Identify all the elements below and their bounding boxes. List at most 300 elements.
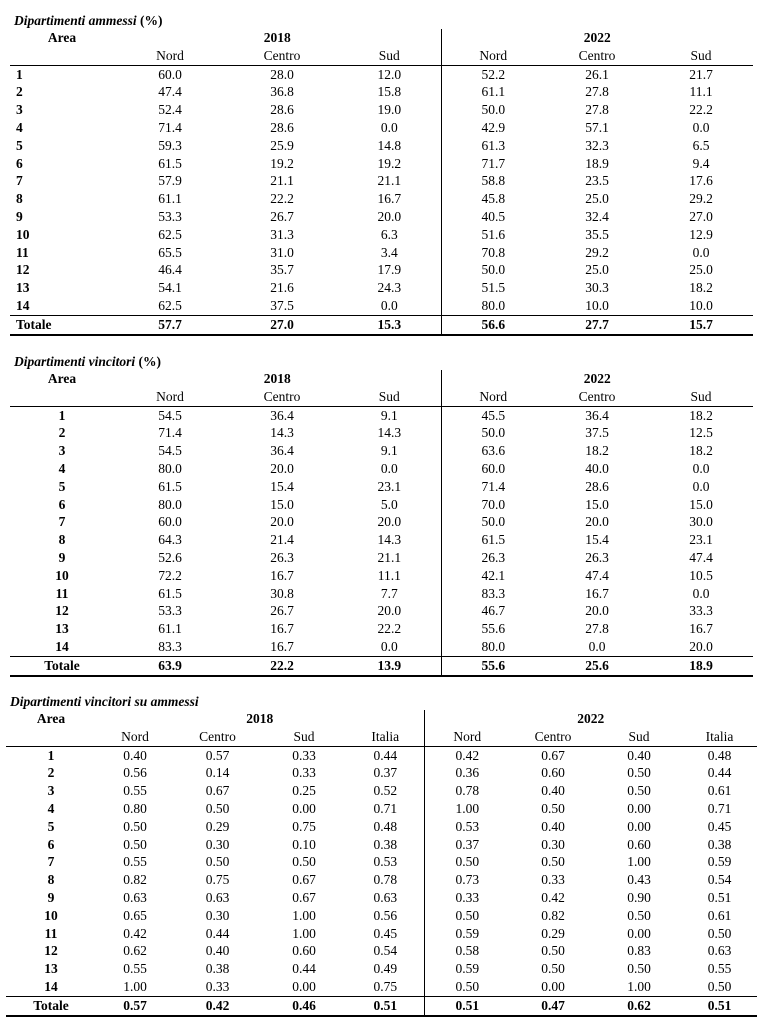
value-cell: 22.2 — [226, 656, 338, 675]
value-cell: 0.83 — [627, 943, 651, 959]
year-header-b: 2022 — [583, 371, 611, 386]
value-cell: 31.0 — [270, 244, 294, 260]
table-row — [10, 513, 753, 531]
value-cell: 0.25 — [292, 783, 316, 799]
value-cell: 26.3 — [585, 549, 609, 565]
value-cell: 0.42 — [123, 925, 147, 941]
total-row — [10, 656, 753, 675]
value-cell: 0.0 — [692, 585, 710, 601]
value-cell: 0.33 — [292, 765, 316, 781]
title-text: Dipartimenti ammessi — [14, 13, 137, 28]
value-cell: 0.78 — [347, 871, 424, 889]
value-cell: 30.8 — [270, 585, 294, 601]
value-cell: 62.5 — [158, 226, 182, 242]
column-header: Centro — [545, 47, 649, 65]
value-cell: 0.63 — [707, 943, 732, 959]
value-cell: 17.6 — [689, 173, 713, 189]
area-cell: 1 — [58, 407, 66, 423]
value-cell: 29.2 — [689, 191, 713, 207]
value-cell: 16.7 — [689, 621, 713, 637]
value-cell: 0.50 — [627, 961, 651, 977]
value-cell: 54.1 — [158, 280, 182, 296]
value-cell: 24.3 — [338, 279, 441, 297]
table-row — [6, 889, 757, 907]
title-text: Dipartimenti vincitori — [14, 354, 136, 369]
value-cell: 18.9 — [585, 155, 609, 171]
value-cell: 35.7 — [270, 262, 294, 278]
year-header-a: 2018 — [114, 370, 441, 388]
year-header-b: 2022 — [577, 711, 605, 726]
value-cell: 0.0 — [692, 460, 710, 476]
year-header-b: 2022 — [583, 30, 611, 45]
value-cell: 15.4 — [585, 532, 609, 548]
area-cell: 5 — [16, 137, 23, 153]
value-cell: 52.4 — [158, 102, 182, 118]
value-cell: 12.0 — [338, 65, 441, 83]
value-cell: 57.9 — [158, 173, 182, 189]
title-suffix: (%) — [138, 354, 162, 369]
area-cell: 4 — [16, 119, 23, 135]
value-cell: 0.50 — [292, 854, 316, 870]
table-row — [6, 871, 757, 889]
value-cell: 0.10 — [292, 836, 316, 852]
value-cell: 14.3 — [338, 531, 441, 549]
value-cell: 0.48 — [707, 747, 732, 763]
value-cell: 60.0 — [158, 66, 182, 82]
value-cell: 0.00 — [627, 925, 651, 941]
value-cell: 0.50 — [205, 854, 230, 870]
value-cell: 0.38 — [707, 836, 732, 852]
area-cell: 9 — [16, 208, 23, 224]
area-cell: 12 — [55, 603, 69, 619]
value-cell: 61.5 — [158, 155, 182, 171]
value-cell: 0.55 — [123, 854, 147, 870]
table-row — [10, 442, 753, 460]
value-cell: 71.7 — [481, 155, 506, 171]
value-cell: 83.3 — [481, 585, 506, 601]
value-cell: 0.33 — [541, 872, 565, 888]
value-cell: 0.73 — [455, 872, 480, 888]
value-cell: 0.55 — [123, 961, 147, 977]
value-cell: 16.7 — [338, 190, 441, 208]
value-cell: 80.0 — [481, 297, 506, 313]
value-cell: 0.50 — [123, 818, 147, 834]
value-cell: 14.3 — [270, 425, 294, 441]
table-row — [6, 800, 757, 818]
value-cell: 0.50 — [707, 925, 732, 941]
value-cell: 0.57 — [205, 747, 230, 763]
column-header: Sud — [649, 388, 753, 406]
area-cell: 8 — [47, 872, 55, 888]
value-cell: 46.7 — [481, 603, 506, 619]
value-cell: 10.5 — [689, 567, 713, 583]
value-cell: 0.0 — [692, 119, 710, 135]
value-cell: 61.5 — [481, 532, 506, 548]
value-cell: 27.8 — [585, 102, 609, 118]
value-cell: 26.3 — [270, 549, 294, 565]
value-cell: 0.49 — [347, 960, 424, 978]
area-cell: 3 — [16, 102, 23, 118]
area-cell: 9 — [58, 549, 66, 565]
value-cell: 20.0 — [270, 460, 294, 476]
column-header: Nord — [96, 728, 174, 746]
value-cell: 0.42 — [455, 747, 480, 763]
column-header: Sud — [596, 728, 682, 746]
value-cell: 0.45 — [347, 925, 424, 943]
area-cell: 5 — [47, 818, 55, 834]
value-cell: 0.51 — [707, 889, 732, 905]
value-cell: 22.2 — [338, 620, 441, 638]
value-cell: 0.82 — [541, 907, 565, 923]
table-row — [6, 764, 757, 782]
table-row — [6, 942, 757, 960]
value-cell: 0.44 — [292, 961, 316, 977]
area-subheader — [10, 388, 114, 406]
area-header: Area — [47, 30, 77, 45]
value-cell: 0.51 — [682, 996, 757, 1015]
area-cell: 10 — [44, 907, 58, 923]
value-cell: 63.9 — [114, 656, 226, 675]
column-header: Sud — [261, 728, 347, 746]
value-cell: 61.1 — [481, 84, 506, 100]
value-cell: 0.45 — [707, 818, 732, 834]
value-cell: 47.4 — [689, 549, 713, 565]
value-cell: 80.0 — [158, 496, 182, 512]
table-row — [10, 101, 753, 119]
value-cell: 0.51 — [347, 996, 424, 1015]
value-cell: 0.50 — [123, 836, 147, 852]
header-row — [10, 370, 753, 388]
value-cell: 0.71 — [347, 800, 424, 818]
value-cell: 0.53 — [347, 853, 424, 871]
value-cell: 64.3 — [158, 532, 182, 548]
table-row — [10, 620, 753, 638]
value-cell: 0.75 — [205, 872, 230, 888]
value-cell: 18.2 — [689, 443, 713, 459]
value-cell: 0.50 — [627, 765, 651, 781]
value-cell: 0.37 — [455, 836, 480, 852]
area-cell: 2 — [58, 425, 66, 441]
value-cell: 1.00 — [123, 978, 147, 994]
area-cell: 4 — [47, 800, 55, 816]
table-row — [10, 208, 753, 226]
value-cell: 0.40 — [541, 783, 565, 799]
area-cell: 8 — [16, 191, 23, 207]
value-cell: 27.7 — [545, 315, 649, 334]
value-cell: 0.0 — [338, 460, 441, 478]
area-cell: 11 — [16, 244, 29, 260]
area-cell: 6 — [58, 496, 66, 512]
value-cell: 10.0 — [585, 297, 609, 313]
value-cell: 55.6 — [481, 621, 506, 637]
year-header-a: 2018 — [114, 29, 441, 47]
value-cell: 0.50 — [541, 854, 565, 870]
value-cell: 0.33 — [292, 747, 316, 763]
table-row — [10, 549, 753, 567]
area-cell: 10 — [16, 226, 30, 242]
value-cell: 36.8 — [270, 84, 294, 100]
area-subheader — [6, 728, 96, 746]
value-cell: 0.53 — [455, 818, 480, 834]
value-cell: 21.1 — [270, 173, 294, 189]
area-cell: 10 — [55, 567, 69, 583]
value-cell: 0.33 — [455, 889, 480, 905]
value-cell: 50.0 — [481, 514, 506, 530]
value-cell: 71.4 — [158, 425, 182, 441]
column-header: Sud — [338, 388, 441, 406]
area-cell: 7 — [16, 173, 23, 189]
value-cell: 80.0 — [481, 638, 506, 654]
table-title — [0, 13, 753, 29]
value-cell: 0.65 — [123, 907, 147, 923]
value-cell: 1.00 — [627, 854, 651, 870]
value-cell: 16.7 — [270, 621, 294, 637]
value-cell: 62.5 — [158, 297, 182, 313]
table-row — [10, 137, 753, 155]
value-cell: 31.3 — [270, 226, 294, 242]
value-cell: 0.36 — [455, 765, 480, 781]
value-cell: 9.4 — [692, 155, 710, 171]
value-cell: 0.60 — [627, 836, 651, 852]
value-cell: 1.00 — [292, 907, 316, 923]
table-row — [10, 531, 753, 549]
value-cell: 0.59 — [455, 961, 480, 977]
area-cell: 12 — [44, 943, 58, 959]
value-cell: 28.6 — [270, 119, 294, 135]
year-header-a: 2018 — [96, 710, 424, 728]
value-cell: 53.3 — [158, 603, 182, 619]
value-cell: 33.3 — [689, 603, 713, 619]
value-cell: 25.9 — [270, 137, 294, 153]
value-cell: 0.62 — [123, 943, 147, 959]
title-text: Dipartimenti vincitori su ammessi — [10, 694, 199, 709]
value-cell: 15.4 — [270, 478, 294, 494]
value-cell: 0.90 — [627, 889, 651, 905]
table-row — [10, 119, 753, 137]
value-cell: 0.51 — [424, 996, 510, 1015]
value-cell: 50.0 — [481, 102, 506, 118]
value-cell: 0.50 — [541, 961, 565, 977]
value-cell: 0.75 — [292, 818, 316, 834]
value-cell: 19.0 — [338, 101, 441, 119]
value-cell: 27.8 — [585, 621, 609, 637]
area-cell: Totale — [6, 996, 96, 1015]
table-row — [10, 190, 753, 208]
value-cell: 42.9 — [481, 119, 506, 135]
value-cell: 52.2 — [481, 66, 506, 82]
value-cell: 36.4 — [585, 407, 609, 423]
table-row — [10, 244, 753, 262]
value-cell: 0.50 — [541, 943, 565, 959]
table-row — [6, 818, 757, 836]
value-cell: 0.50 — [455, 854, 480, 870]
value-cell: 26.7 — [270, 208, 294, 224]
value-cell: 47.4 — [158, 84, 182, 100]
table-row — [6, 925, 757, 943]
value-cell: 55.6 — [441, 656, 545, 675]
value-cell: 0.0 — [338, 119, 441, 137]
value-cell: 50.0 — [481, 262, 506, 278]
value-cell: 0.60 — [541, 765, 565, 781]
value-cell: 27.0 — [226, 315, 338, 334]
area-cell: 6 — [16, 155, 23, 171]
value-cell: 56.6 — [441, 315, 545, 334]
value-cell: 22.2 — [270, 191, 294, 207]
value-cell: 21.7 — [689, 66, 713, 82]
value-cell: 0.33 — [205, 978, 230, 994]
table-row — [10, 638, 753, 656]
value-cell: 20.0 — [338, 513, 441, 531]
value-cell: 16.7 — [585, 585, 609, 601]
table-row — [6, 960, 757, 978]
value-cell: 61.5 — [158, 585, 182, 601]
value-cell: 14.8 — [338, 137, 441, 155]
column-header: Centro — [174, 728, 261, 746]
area-subheader — [10, 47, 114, 65]
value-cell: 0.0 — [338, 638, 441, 656]
area-cell: 1 — [16, 66, 23, 82]
value-cell: 14.3 — [338, 424, 441, 442]
value-cell: 25.0 — [689, 262, 713, 278]
value-cell: 0.82 — [123, 872, 147, 888]
value-cell: 15.8 — [338, 83, 441, 101]
value-cell: 36.4 — [270, 443, 294, 459]
table-row — [10, 406, 753, 424]
area-cell: 14 — [44, 978, 58, 994]
table-row — [10, 602, 753, 620]
table-row — [10, 567, 753, 585]
column-header: Nord — [114, 388, 226, 406]
value-cell: 53.3 — [158, 208, 182, 224]
value-cell: 0.30 — [205, 907, 230, 923]
column-header: Sud — [338, 47, 441, 65]
value-cell: 0.44 — [347, 746, 424, 764]
value-cell: 72.2 — [158, 567, 182, 583]
value-cell: 0.80 — [123, 800, 147, 816]
area-cell: 4 — [58, 460, 66, 476]
value-cell: 20.0 — [689, 638, 713, 654]
header-row — [10, 29, 753, 47]
value-cell: 13.9 — [338, 656, 441, 675]
area-cell: Totale — [10, 656, 114, 675]
value-cell: 0.61 — [707, 907, 732, 923]
value-cell: 32.3 — [585, 137, 609, 153]
column-header: Centro — [226, 388, 338, 406]
value-cell: 37.5 — [585, 425, 609, 441]
value-cell: 0.00 — [541, 978, 565, 994]
area-cell: 8 — [58, 532, 66, 548]
value-cell: 18.9 — [649, 656, 753, 675]
column-header: Centro — [226, 47, 338, 65]
table-row — [6, 782, 757, 800]
column-header: Nord — [441, 47, 545, 65]
value-cell: 9.1 — [338, 442, 441, 460]
value-cell: 0.55 — [707, 961, 732, 977]
column-header: Nord — [114, 47, 226, 65]
value-cell: 0.58 — [455, 943, 480, 959]
header-row — [6, 710, 757, 728]
value-cell: 20.0 — [585, 514, 609, 530]
table-row — [6, 853, 757, 871]
value-cell: 0.0 — [588, 638, 606, 654]
value-cell: 0.67 — [541, 747, 565, 763]
value-cell: 30.0 — [689, 514, 713, 530]
data-table — [10, 370, 753, 677]
value-cell: 0.71 — [707, 800, 732, 816]
table-row — [6, 907, 757, 925]
area-cell: 1 — [47, 747, 55, 763]
value-cell: 18.2 — [689, 280, 713, 296]
value-cell: 18.2 — [689, 407, 713, 423]
value-cell: 12.9 — [689, 226, 713, 242]
column-header: Nord — [424, 728, 510, 746]
value-cell: 0.50 — [455, 907, 480, 923]
value-cell: 20.0 — [270, 514, 294, 530]
table-row — [10, 226, 753, 244]
value-cell: 0.63 — [123, 889, 147, 905]
value-cell: 28.0 — [270, 66, 294, 82]
area-cell: 7 — [58, 514, 66, 530]
value-cell: 23.1 — [689, 532, 713, 548]
value-cell: 0.40 — [541, 818, 565, 834]
value-cell: 0.75 — [347, 978, 424, 996]
value-cell: 25.6 — [545, 656, 649, 675]
value-cell: 27.0 — [689, 208, 713, 224]
value-cell: 0.67 — [205, 783, 230, 799]
column-header: Italia — [347, 728, 424, 746]
subheader-row — [10, 388, 753, 406]
value-cell: 80.0 — [158, 460, 182, 476]
value-cell: 26.7 — [270, 603, 294, 619]
total-row — [10, 315, 753, 334]
area-cell: 11 — [55, 585, 69, 601]
value-cell: 51.5 — [481, 280, 506, 296]
area-cell: 14 — [55, 638, 69, 654]
value-cell: 32.4 — [585, 208, 609, 224]
value-cell: 1.00 — [292, 925, 316, 941]
value-cell: 0.47 — [510, 996, 596, 1015]
value-cell: 61.1 — [158, 621, 182, 637]
value-cell: 15.3 — [338, 315, 441, 334]
area-cell: 7 — [47, 854, 55, 870]
value-cell: 0.63 — [205, 889, 230, 905]
area-cell: 11 — [44, 925, 58, 941]
table-row — [10, 83, 753, 101]
value-cell: 6.5 — [692, 137, 710, 153]
value-cell: 5.0 — [338, 496, 441, 514]
area-cell: 2 — [47, 765, 55, 781]
table-row — [6, 746, 757, 764]
table-row — [10, 172, 753, 190]
value-cell: 10.0 — [689, 297, 713, 313]
value-cell: 60.0 — [481, 460, 506, 476]
value-cell: 0.56 — [123, 765, 147, 781]
value-cell: 19.2 — [338, 155, 441, 173]
value-cell: 0.67 — [292, 889, 316, 905]
value-cell: 57.1 — [585, 119, 609, 135]
value-cell: 15.7 — [649, 315, 753, 334]
value-cell: 29.2 — [585, 244, 609, 260]
value-cell: 9.1 — [338, 406, 441, 424]
value-cell: 51.6 — [481, 226, 506, 242]
title-suffix: (%) — [140, 13, 163, 28]
value-cell: 0.56 — [347, 907, 424, 925]
value-cell: 19.2 — [270, 155, 294, 171]
value-cell: 70.8 — [481, 244, 506, 260]
value-cell: 28.6 — [585, 478, 609, 494]
table-row — [6, 978, 757, 996]
value-cell: 7.7 — [338, 585, 441, 603]
